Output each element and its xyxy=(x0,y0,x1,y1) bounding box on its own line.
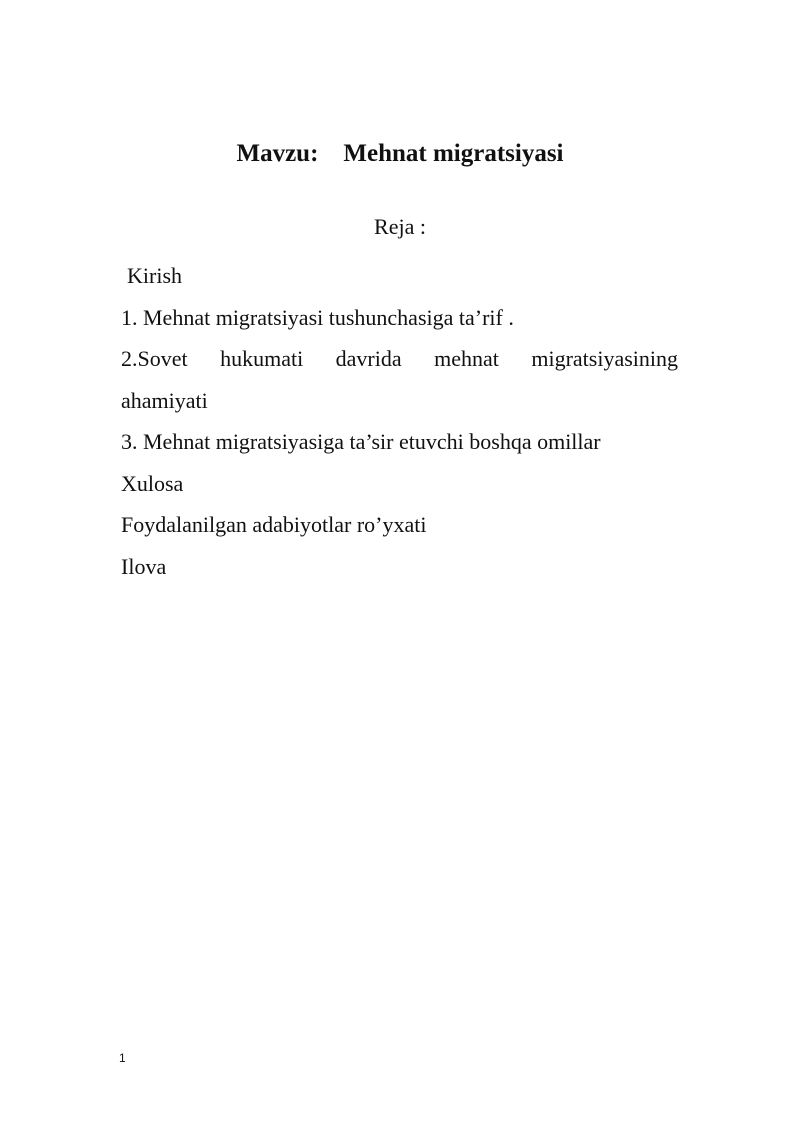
page-number: 1 xyxy=(119,1051,126,1065)
plan-list xyxy=(121,255,678,587)
document-title: Mavzu: Mehnat migratsiyasi xyxy=(236,140,564,167)
plan-item-2-line-2: ahamiyati xyxy=(121,387,208,413)
plan-item-references: Foydalanilgan adabiyotlar ro’yxati xyxy=(121,512,427,537)
plan-item-2-line-1: 2.Sovet hukumati davrida mehnat migratsiyasining xyxy=(121,346,678,371)
plan-item-1: 1. Mehnat migratsiyasi tushunchasiga ta’rif . xyxy=(121,304,514,330)
plan-heading: Reja : xyxy=(374,214,426,239)
plan-item-3: 3. Mehnat migratsiyasiga ta’sir etuvchi boshqa omillar xyxy=(121,429,601,454)
plan-item-intro: Kirish xyxy=(127,263,182,288)
plan-item-appendix: Ilova xyxy=(121,553,167,579)
plan-item-conclusion: Xulosa xyxy=(121,470,184,496)
